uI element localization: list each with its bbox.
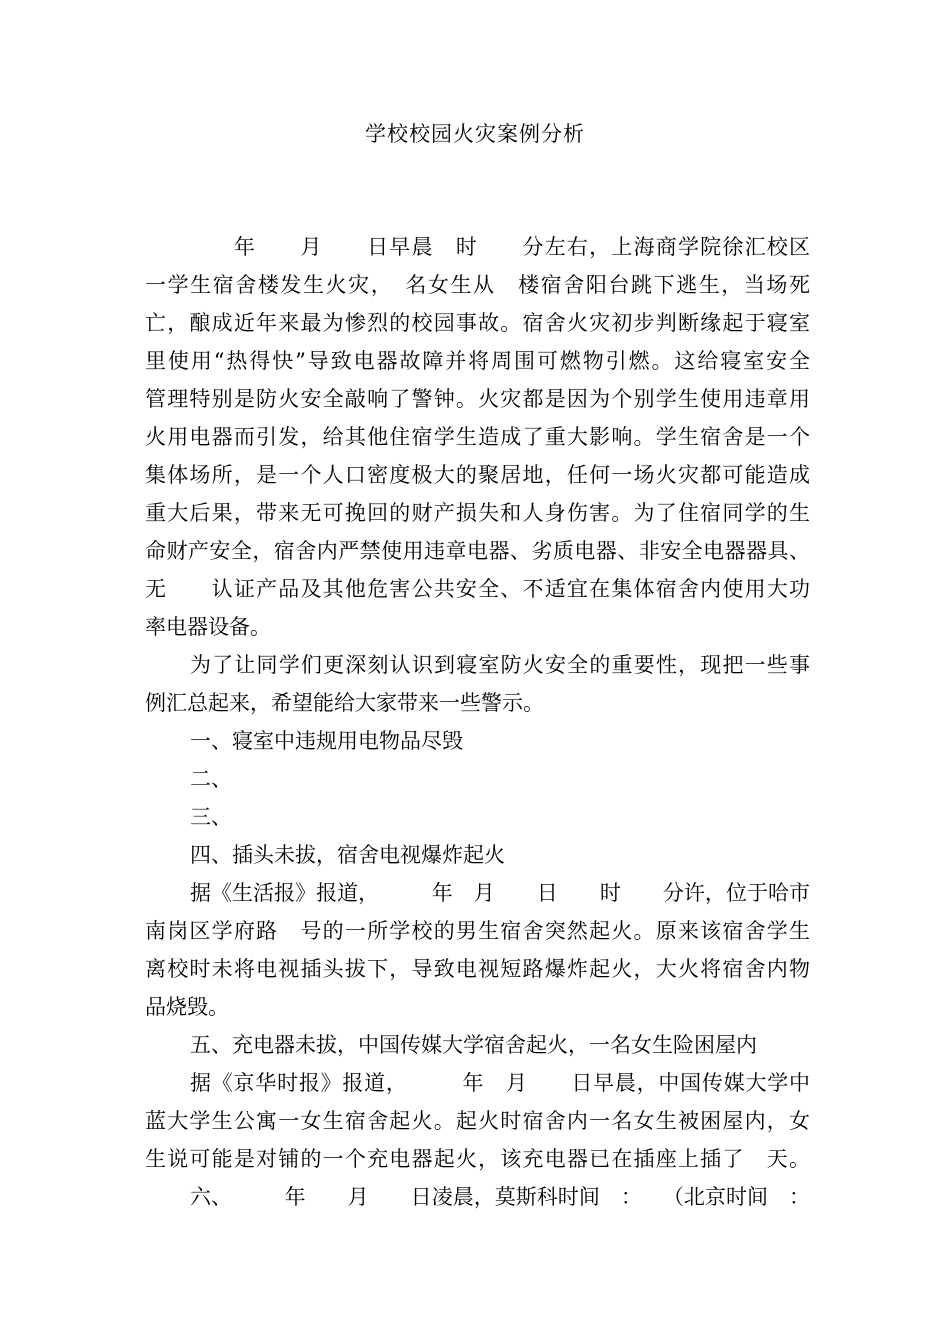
text-line: 里使用“热得快”导致电器故障并将周围可燃物引燃。这给寝室安全 [145,349,810,373]
text-line: 亡，酿成近年来最为惨烈的校园事故。宿舍火灾初步判断缘起于寝室 [145,311,810,335]
text-line: 管理特别是防火安全敲响了警钟。火灾都是因为个别学生使用违章用 [145,387,810,411]
section-heading: 二、 [190,767,232,791]
text-line: 蓝大学生公寓一女生宿舍起火。起火时宿舍内一名女生被困屋内，女 [145,1109,810,1133]
text-line: 品烧毁。 [145,995,229,1019]
text-line: 火用电器而引发，给其他住宿学生造成了重大影响。学生宿舍是一个 [145,425,810,449]
document-title: 学校校园火灾案例分析 [365,122,585,146]
text-line: 无 认证产品及其他危害公共安全、不适宜在集体宿舍内使用大功 [145,577,810,601]
text-line: 据《生活报》报道， 年 月 日 时 分许，位于哈市 [190,881,810,905]
text-line: 例汇总起来，希望能给大家带来一些警示。 [145,691,544,715]
text-line: 集体场所，是一个人口密度极大的聚居地，任何一场火灾都可能造成 [145,463,810,487]
text-line: 命财产安全，宿舍内严禁使用违章电器、劣质电器、非安全电器器具、 [145,539,810,563]
text-line: 率电器设备。 [145,615,271,639]
text-line: 生说可能是对铺的一个充电器起火，该充电器已在插座上插了 天。 [145,1147,810,1171]
text-line: 离校时未将电视插头拔下，导致电视短路爆炸起火，大火将宿舍内物 [145,957,810,981]
section-heading: 六、 年 月 日凌晨，莫斯科时间 ： （北京时间 ： [190,1185,810,1209]
text-line: 南岗区学府路 号的一所学校的男生宿舍突然起火。原来该宿舍学生 [145,919,810,943]
section-heading: 五、充电器未拔，中国传媒大学宿舍起火，一名女生险困屋内 [190,1033,757,1057]
text-line: 重大后果，带来无可挽回的财产损失和人身伤害。为了住宿同学的生 [145,501,810,525]
section-heading: 四、插头未拔，宿舍电视爆炸起火 [190,843,505,867]
text-line: 据《京华时报》报道， 年 月 日早晨，中国传媒大学中 [190,1071,810,1095]
text-line: 一学生宿舍楼发生火灾， 名女生从 楼宿舍阳台跳下逃生，当场死 [145,273,810,297]
text-line: 年 月 日早晨 时 分左右，上海商学院徐汇校区 [145,235,810,259]
text-line: 为了让同学们更深刻认识到寝室防火安全的重要性，现把一些事 [190,653,810,677]
section-heading: 一、寝室中违规用电物品尽毁 [190,729,463,753]
section-heading: 三、 [190,805,232,829]
